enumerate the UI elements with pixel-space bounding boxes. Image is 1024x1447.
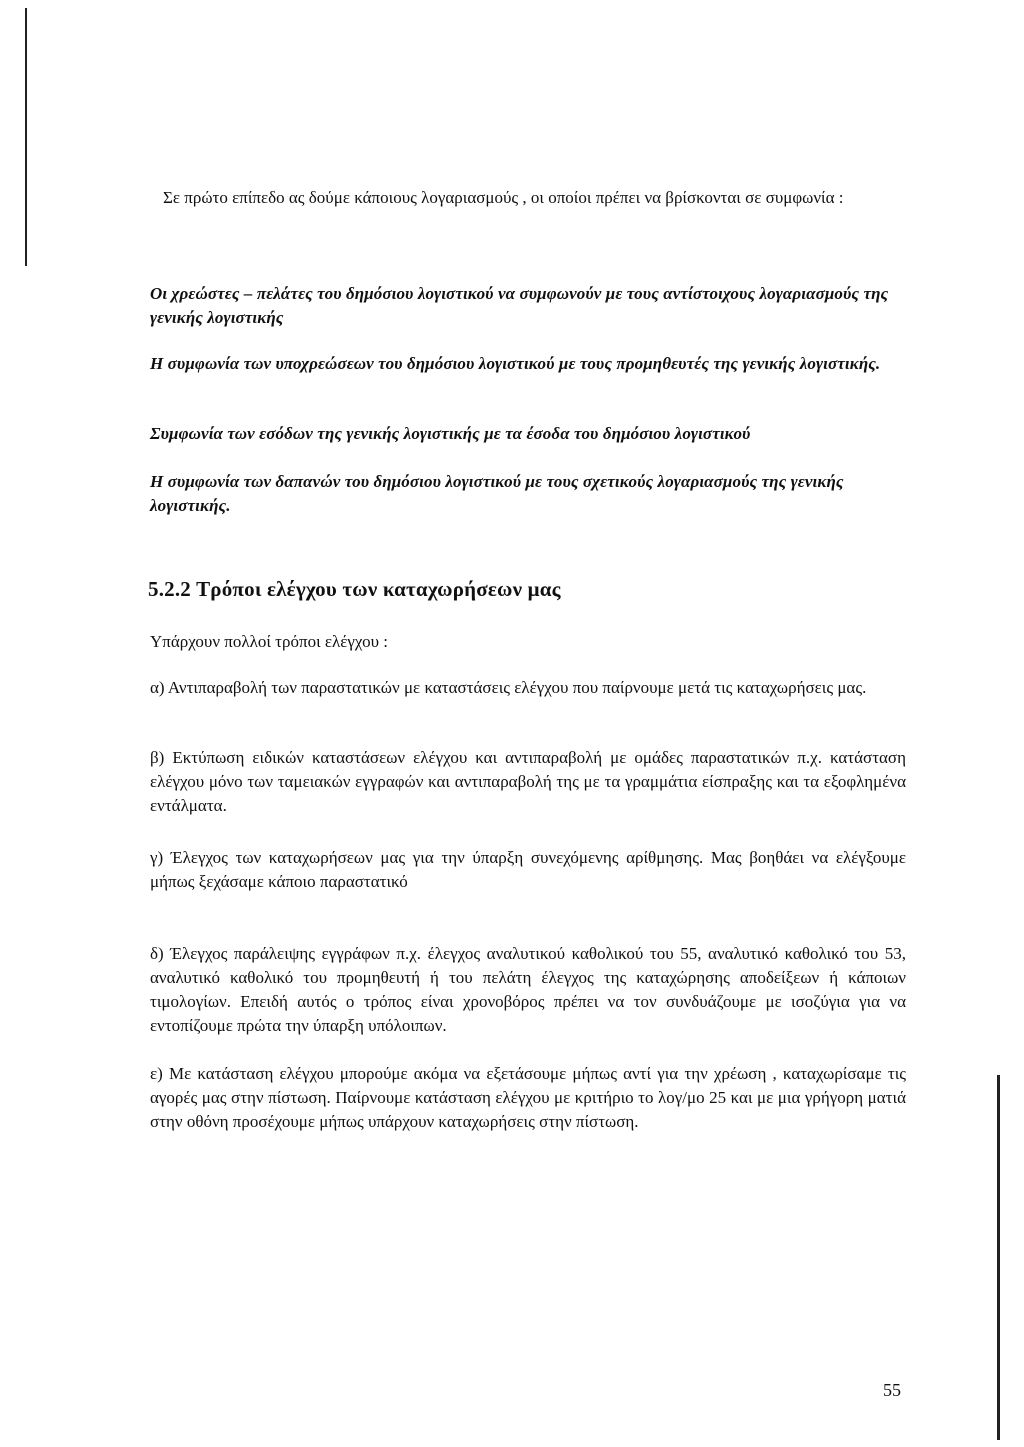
list-item-b: β) Εκτύπωση ειδικών καταστάσεων ελέγχου και αντιπαραβολή με ομάδες παραστατικών π.χ. κατάσταση ελέγχου μόνο των ταμειακών εγγραφών και αντιπαραβολή της με τα γραμμάτια είσπραξης και τα εξοφλημένα εντάλματα. <box>150 748 906 815</box>
list-item-d: δ) Έλεγχος παράλειψης εγγράφων π.χ. έλεγχος αναλυτικού καθολικού του 55, αναλυτικό καθολικό του 53, αναλυτικό καθολικό του προμηθευτή ή του πελάτη έλεγχος της καταχώρησης αποδείξεων ή κάποιων τιμολογίων. Επειδή αυτός ο τρόπος είναι χρονοβόρος πρέπει να τον συνδυάζουμε με ισοζύγια για να εντοπίζουμε πρώτα την ύπαρξη υπόλοιπων. <box>150 944 906 1035</box>
bold-item-2: Η συμφωνία των υποχρεώσεων του δημόσιου λογιστικού με τους προμηθευτές της γενικής λογιστικής. <box>150 354 881 373</box>
bold-item-1: Οι χρεώστες – πελάτες του δημόσιου λογιστικού να συμφωνούν με τους αντίστοιχους λογαριασμούς της γενικής λογιστικής <box>150 284 889 327</box>
intro-paragraph: Σε πρώτο επίπεδο ας δούμε κάποιους λογαριασμούς , οι οποίοι πρέπει να βρίσκονται σε συμφωνία : <box>163 188 844 207</box>
list-item-c: γ) Έλεγχος των καταχωρήσεων μας για την ύπαρξη συνεχόμενης αρίθμησης. Μας βοηθάει να ελέγξουμε μήπως ξεχάσαμε κάποιο παραστατικό <box>150 848 906 891</box>
scan-edge-line-right <box>997 1075 1000 1440</box>
page-number: 55 <box>883 1380 901 1400</box>
scan-edge-line-left <box>25 8 27 266</box>
list-item-a: α) Αντιπαραβολή των παραστατικών με καταστάσεις ελέγχου που παίρνουμε μετά τις καταχωρήσεις μας. <box>150 678 867 697</box>
section-heading: 5.2.2 Τρόποι ελέγχου των καταχωρήσεων μας <box>148 577 561 601</box>
list-item-e: ε) Με κατάσταση ελέγχου μπορούμε ακόμα να εξετάσουμε μήπως αντί για την χρέωση , καταχωρίσαμε τις αγορές μας στην πίστωση. Παίρνουμε κατάσταση ελέγχου με κριτήριο το λογ/μο 25 και με μια γρήγορη ματιά στην οθόνη προσέχουμε μήπως υπάρχουν καταχωρήσεις στην πίστωση. <box>150 1064 906 1131</box>
bold-item-3: Συμφωνία των εσόδων της γενικής λογιστικής με τα έσοδα του δημόσιου λογιστικού <box>150 424 751 443</box>
bold-item-4: Η συμφωνία των δαπανών του δημόσιου λογιστικού με τους σχετικούς λογαριασμούς της γενικής λογιστικής. <box>150 472 844 515</box>
section-intro: Υπάρχουν πολλοί τρόποι ελέγχου : <box>150 632 388 651</box>
